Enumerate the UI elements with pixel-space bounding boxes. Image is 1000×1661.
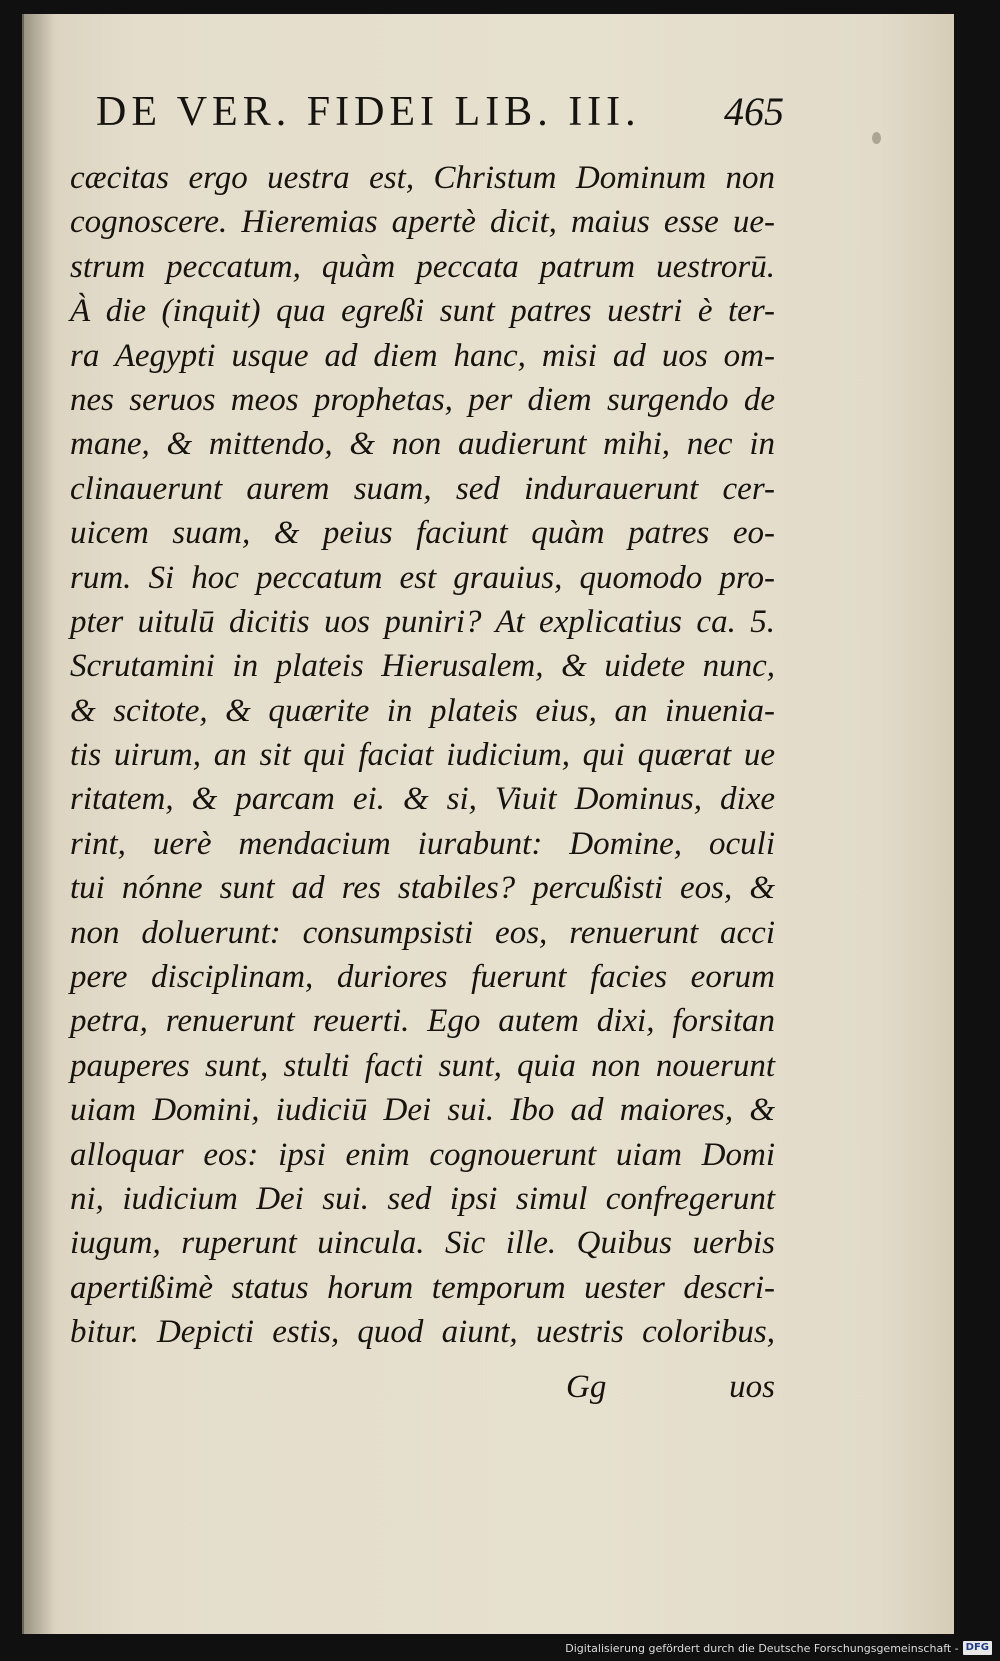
text-line: Scrutamini in plateis Hierusalem, & uidete nunc, — [70, 648, 775, 685]
text-line: ni, iudicium Dei sui. sed ipsi simul confregerunt — [70, 1180, 775, 1217]
signature-mark: Gg — [566, 1369, 607, 1405]
text-line: rum. Si hoc peccatum est grauius, quomodo pro- — [70, 559, 775, 596]
text-line: apertißimè status horum temporum uester descri- — [70, 1269, 775, 1306]
page-number: 465 — [724, 89, 784, 134]
text-line: tis uirum, an sit qui faciat iudicium, qui quærat ue — [70, 737, 775, 774]
text-line: mane, & mittendo, & non audierunt mihi, nec in — [70, 426, 775, 463]
text-line: pter uitulū dicitis uos puniri? At explicatius ca. 5. — [70, 603, 775, 640]
dfg-logo: DFG — [963, 1641, 992, 1655]
page-footer — [70, 1369, 775, 1413]
digitization-credit — [565, 1639, 992, 1657]
page-gutter-shadow — [24, 14, 54, 1634]
text-line: rint, uerè mendacium iurabunt: Domine, oculi — [70, 825, 775, 862]
text-line: iugum, ruperunt uincula. Sic ille. Quibus uerbis — [70, 1225, 775, 1262]
text-line: & scitote, & quærite in plateis eius, an inuenia- — [70, 692, 775, 729]
text-line: cæcitas ergo uestra est, Christum Dominum non — [70, 160, 775, 196]
text-line: tui nónne sunt ad res stabiles? percußisti eos, & — [70, 870, 775, 907]
text-line: uicem suam, & peius faciunt quàm patres eo- — [70, 515, 775, 552]
text-line: pere disciplinam, duriores fuerunt facies eorum — [70, 959, 775, 996]
text-line: alloquar eos: ipsi enim cognouerunt uiam Domi — [70, 1136, 775, 1173]
book-page — [22, 14, 954, 1634]
running-head: DE VER. FIDEI LIB. III. — [96, 89, 641, 135]
credit-text: Digitalisierung gefördert durch die Deutsche Forschungsgemeinschaft - — [565, 1641, 959, 1655]
paper-stain — [872, 132, 881, 144]
text-line: uiam Domini, iudiciū Dei sui. Ibo ad maiores, & — [70, 1092, 775, 1129]
text-line: strum peccatum, quàm peccata patrum uestrorū. — [70, 248, 775, 285]
text-line: cognoscere. Hieremias apertè dicit, maius esse ue- — [70, 204, 775, 241]
text-line: pauperes sunt, stulti facti sunt, quia non nouerunt — [70, 1047, 775, 1084]
body-text — [70, 156, 775, 1355]
text-line: À die (inquit) qua egreßi sunt patres uestri è ter- — [70, 293, 775, 330]
catchword: uos — [729, 1369, 775, 1405]
text-line: non doluerunt: consumpsisti eos, renuerunt acci — [70, 914, 775, 951]
text-line: nes seruos meos prophetas, per diem surgendo de — [70, 381, 775, 418]
text-line: clinauerunt aurem suam, sed indurauerunt cer- — [70, 470, 775, 507]
text-line: ritatem, & parcam ei. & si, Viuit Dominus, dixe — [70, 781, 775, 818]
text-line: bitur. Depicti estis, quod aiunt, uestris coloribus, — [70, 1314, 775, 1351]
page-header — [96, 88, 784, 144]
text-line: petra, renuerunt reuerti. Ego autem dixi, forsitan — [70, 1003, 775, 1040]
text-line: ra Aegypti usque ad diem hanc, misi ad uos om- — [70, 337, 775, 374]
